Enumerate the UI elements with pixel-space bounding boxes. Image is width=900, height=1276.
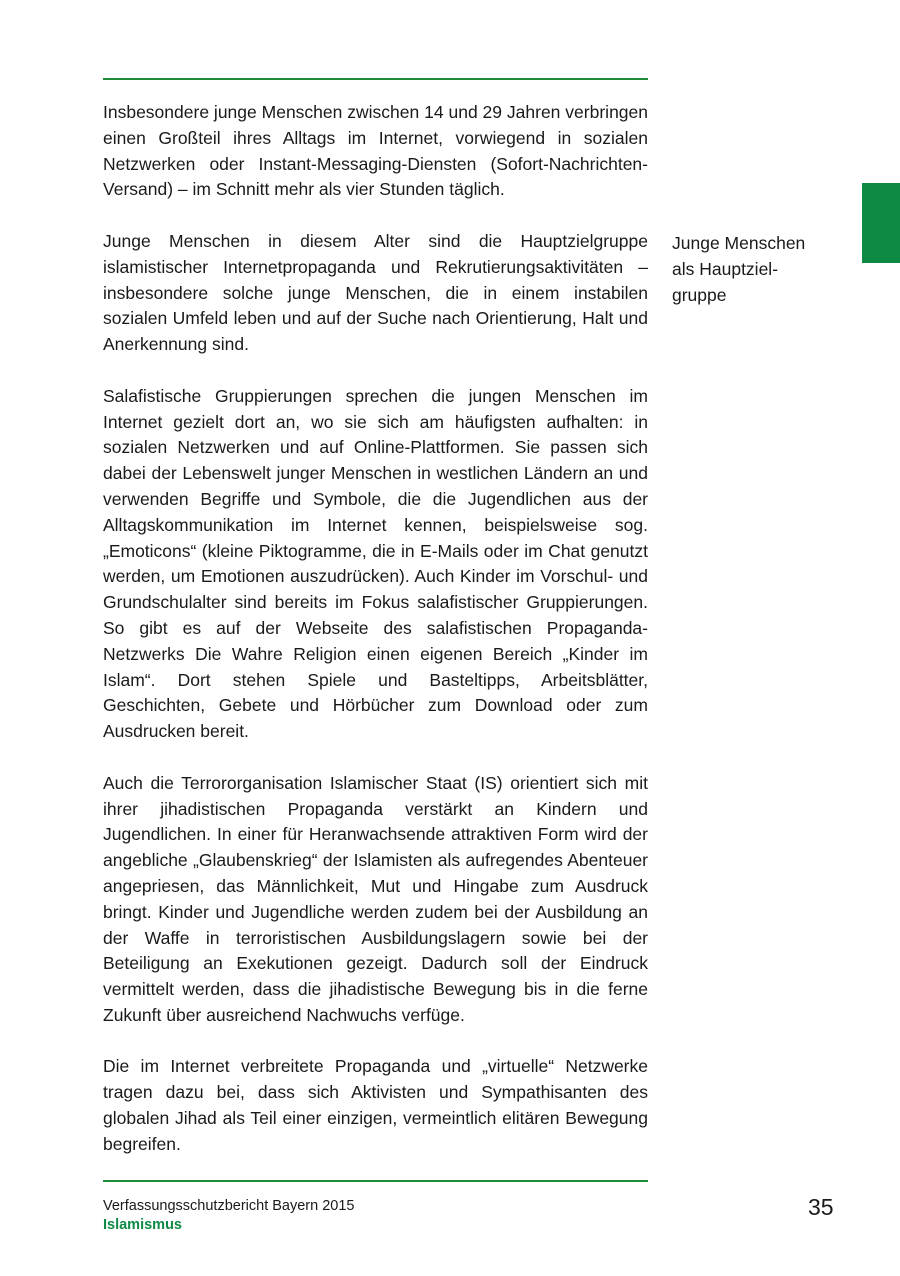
top-rule (103, 78, 648, 80)
margin-note-line: gruppe (672, 284, 727, 305)
paragraph: Die im Internet verbreitete Propaganda und „virtuelle“ Netzwerke tragen dazu bei, dass sich Aktivisten und Sympathisanten des globalen Jihad als Teil einer einzigen, vermeintlich elitären Bewegung begreifen. (103, 1056, 648, 1154)
body-text (103, 100, 648, 1158)
chapter-tab-marker (862, 183, 900, 263)
margin-note-line: Junge Menschen (672, 233, 806, 253)
margin-note (672, 231, 837, 308)
paragraph: Salafistische Gruppierungen sprechen die jungen Menschen im Internet gezielt dort an, wo sie sich am häufigsten aufhalten: in sozialen Netzwerken und auf Online-Plattformen. Sie passen sich dabei der Lebenswelt junger Menschen in westlichen Ländern an und verwenden Begriffe und Symbole, die die Jugendlichen aus der Alltagskommunikation im Internet kennen, beispielsweise sog. „Emoticons“ (kleine Piktogramme, die in E-Mails oder im Chat genutzt werden, um Emotionen auszudrücken). Auch Kinder im Vorschul- und Grundschulalter sind bereits im Fokus salafistischer Gruppierungen. So gibt es auf der Webseite des salafistischen Propaganda-Netzwerks Die Wahre Religion einen eigenen Bereich „Kinder im Islam“. Dort stehen Spiele und Basteltipps, Arbeitsblätter, Geschichten, Gebete und Hörbücher zum Download oder zum Ausdrucken bereit. (103, 385, 648, 742)
footer (103, 1197, 354, 1235)
margin-note-line: als Hauptziel- (672, 258, 779, 279)
page-number: 35 (808, 1194, 834, 1220)
bottom-rule (103, 1180, 648, 1182)
footer-section-title: Islamismus (103, 1217, 182, 1233)
paragraph: Auch die Terrororganisation Islamischer Staat (IS) orientiert sich mit ihrer jihadistischen Propaganda verstärkt an Kindern und Jugendlichen. In einer für Heranwachsende attraktiven Form wird der angebliche „Glaubenskrieg“ der Islamisten als aufregendes Abenteuer angepriesen, das Männlichkeit, Mut und Hingabe zum Ausdruck bringt. Kinder und Jugendliche werden zudem bei der Ausbildung an der Waffe in terroristischen Ausbildungslagern sowie bei der Beteiligung an Exekutionen gezeigt. Dadurch soll der Eindruck vermittelt werden, dass die jihadistische Bewegung bis in die ferne Zukunft über ausreichend Nachwuchs verfüge. (103, 772, 648, 1025)
paragraph: Junge Menschen in diesem Alter sind die Hauptzielgruppe islamistischer Internetpropaganda und Rekrutierungsaktivitäten – insbesondere solche junge Menschen, die in einem instabilen sozialen Umfeld leben und auf der Suche nach Orientierung, Halt und Anerkennung sind. (103, 230, 648, 355)
paragraph: Insbesondere junge Menschen zwischen 14 und 29 Jahren verbringen einen Großteil ihres Alltags im Internet, vorwiegend in sozialen Netzwerken oder Instant-Messaging-Diensten (Sofort-Nachrichten-Versand) – im Schnitt mehr als vier Stunden täglich. (103, 102, 648, 200)
footer-report-title: Verfassungsschutzbericht Bayern 2015 (103, 1198, 355, 1214)
